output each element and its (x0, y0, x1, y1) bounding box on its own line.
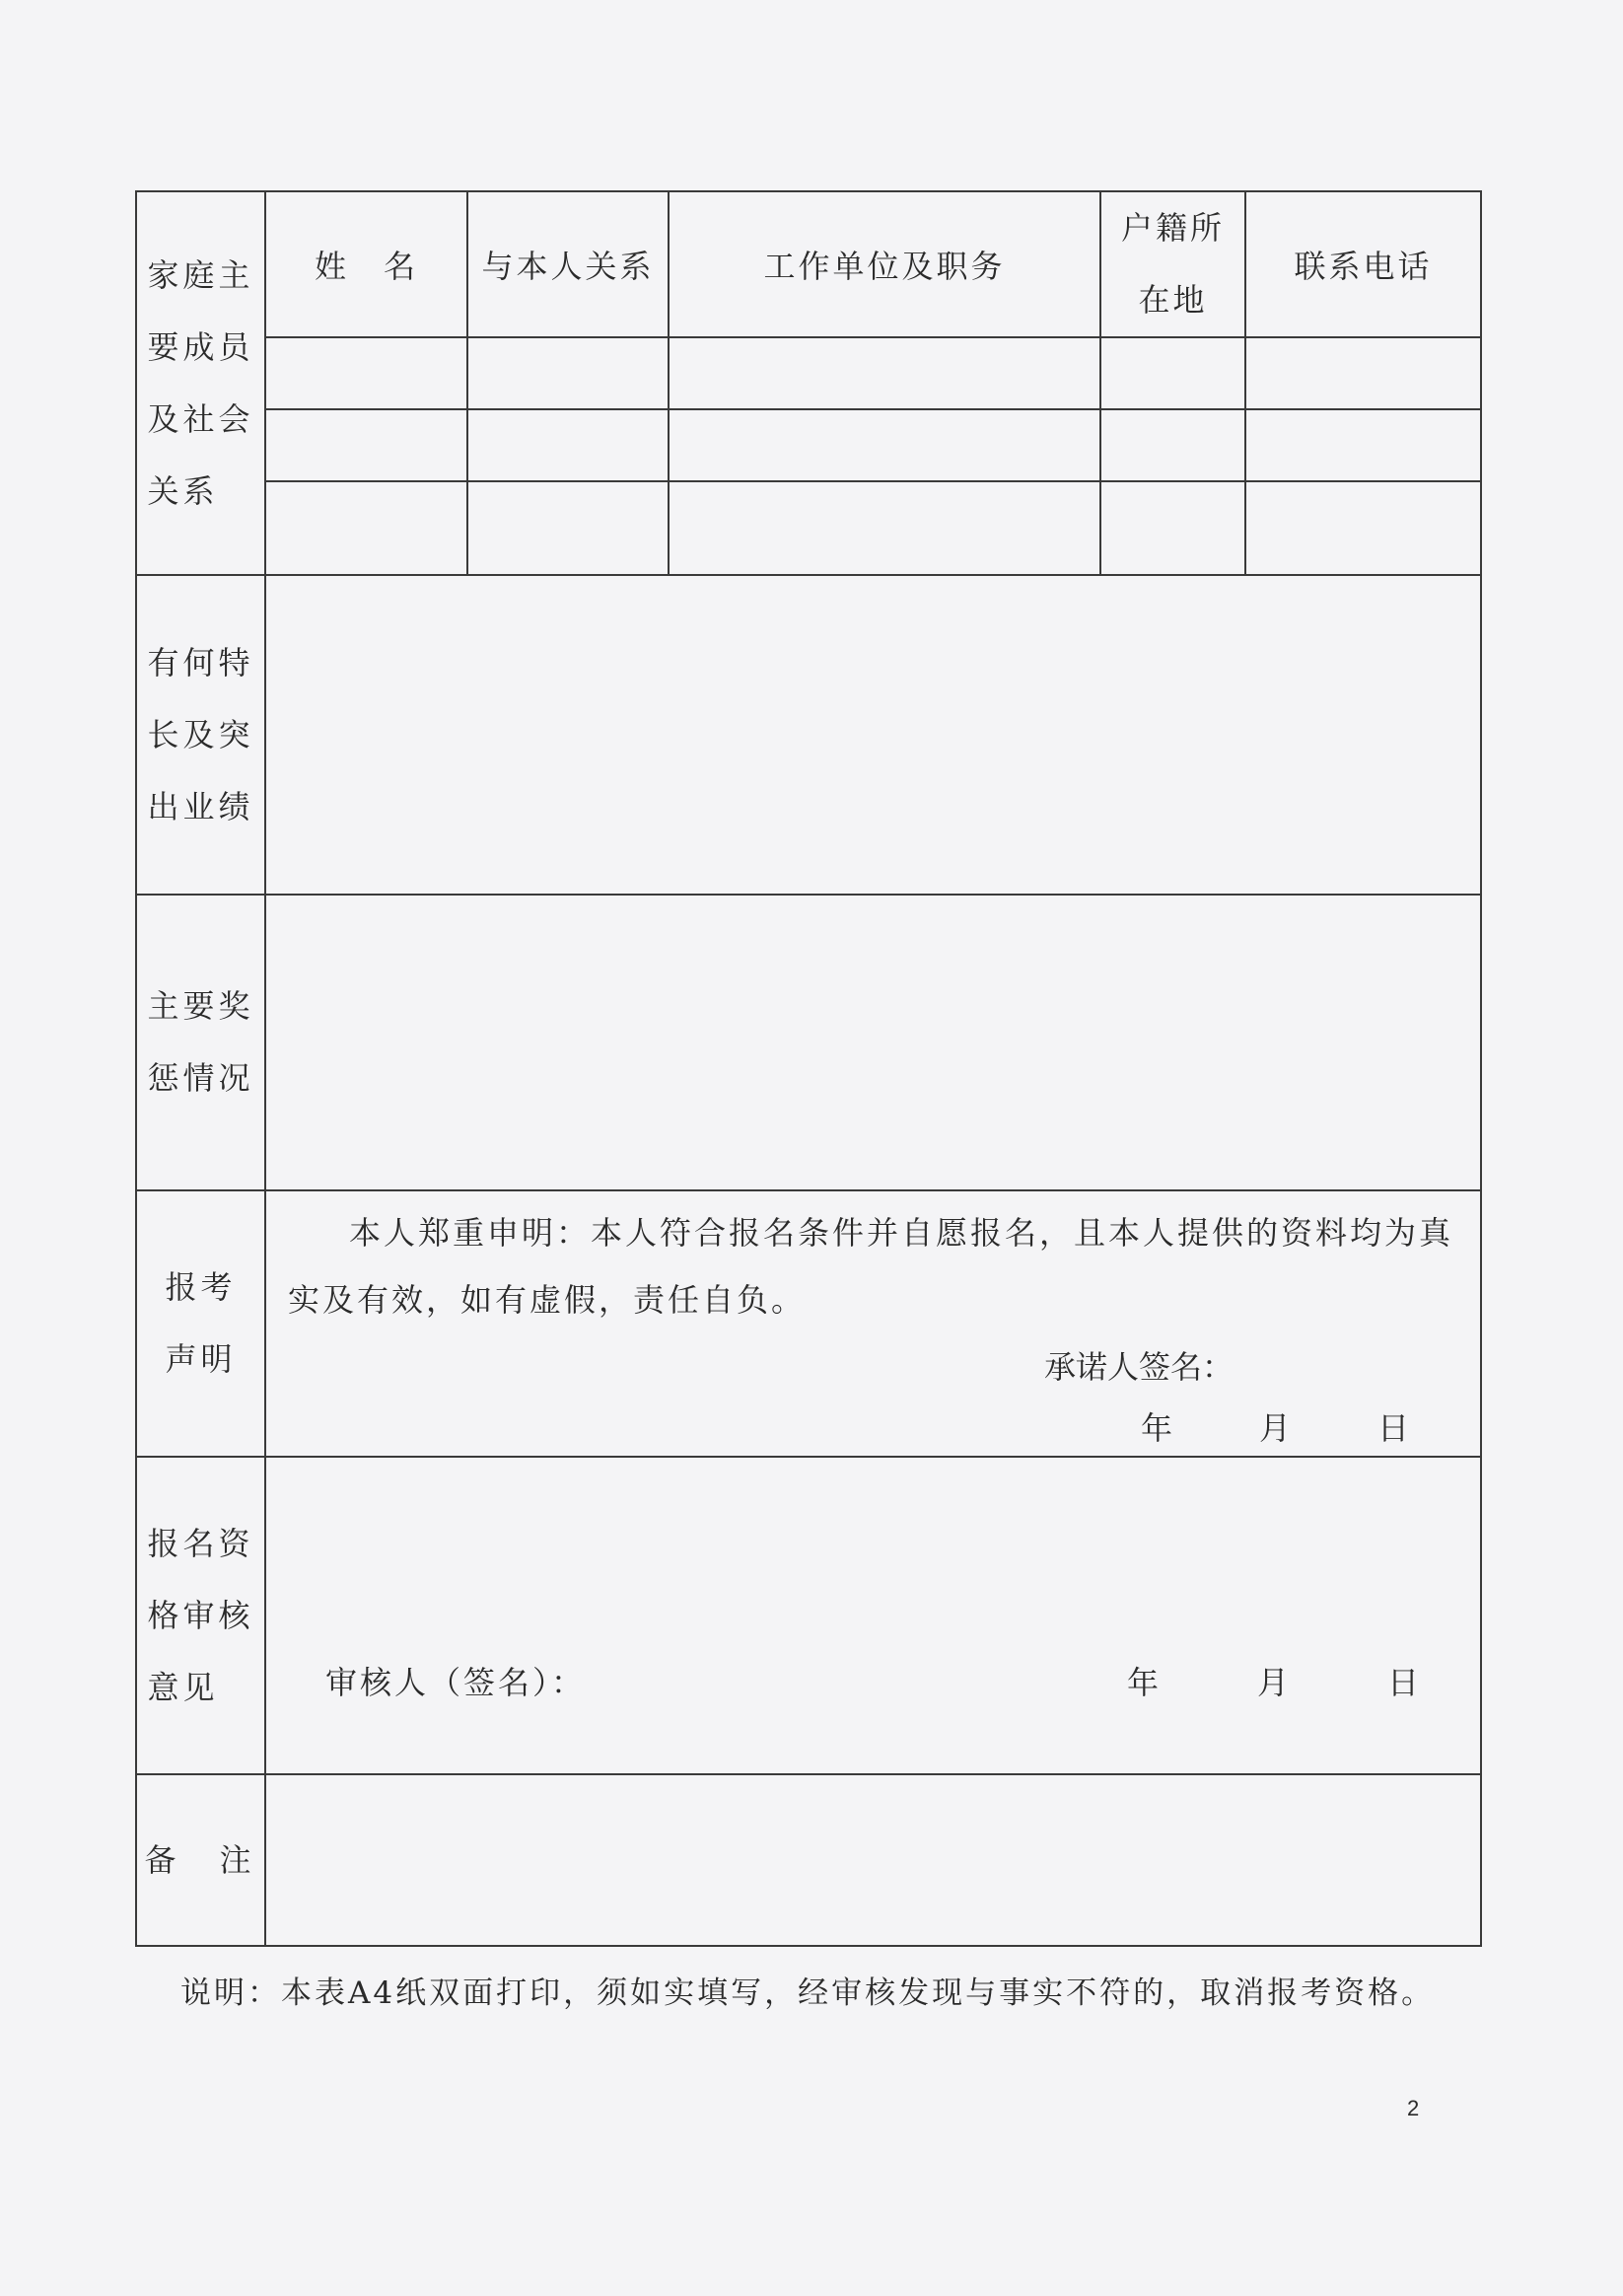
awards-row (136, 895, 1481, 1190)
month-label: 月 (1256, 1664, 1289, 1701)
header-relation: 与本人关系 (467, 191, 669, 337)
year-label: 年 (1140, 1409, 1172, 1447)
label-line: 要成员 (147, 327, 254, 366)
label-line: 家庭主 (147, 255, 254, 294)
awards-label (136, 895, 265, 1190)
label-line: 声明 (165, 1340, 237, 1378)
family-work-cell[interactable] (669, 481, 1100, 575)
family-relation-cell[interactable] (467, 481, 669, 575)
family-work-cell[interactable] (669, 337, 1100, 409)
label-line: 有何特 (147, 643, 254, 682)
header-hukou (1100, 191, 1245, 337)
family-phone-cell[interactable] (1245, 337, 1481, 409)
family-phone-cell[interactable] (1245, 481, 1481, 575)
label-line: 报名资 (147, 1524, 254, 1562)
review-content[interactable] (265, 1457, 1481, 1774)
year-label: 年 (1126, 1664, 1159, 1701)
specialty-label (136, 575, 265, 895)
day-label: 日 (1386, 1664, 1419, 1701)
declaration-date (266, 1400, 1480, 1456)
family-section-label (136, 191, 265, 575)
review-date (1127, 1658, 1419, 1703)
family-hukou-cell[interactable] (1100, 409, 1245, 481)
label-line: 及社会 (147, 399, 254, 438)
remarks-row (136, 1774, 1481, 1946)
family-row (136, 409, 1481, 481)
label-line: 长及突 (147, 715, 254, 753)
specialty-field[interactable] (265, 575, 1481, 895)
remarks-field[interactable] (265, 1774, 1481, 1946)
review-row (136, 1457, 1481, 1774)
label-line: 报考 (165, 1268, 237, 1306)
family-phone-cell[interactable] (1245, 409, 1481, 481)
family-row (136, 337, 1481, 409)
day-label: 日 (1376, 1409, 1409, 1447)
label-line: 意见 (147, 1668, 219, 1706)
header-name: 姓 名 (265, 191, 467, 337)
label-line: 惩情况 (147, 1059, 254, 1097)
family-relation-cell[interactable] (467, 409, 669, 481)
awards-field[interactable] (265, 895, 1481, 1190)
label-line: 主要奖 (147, 987, 254, 1025)
label-line: 关系 (147, 471, 219, 510)
family-relation-cell[interactable] (467, 337, 669, 409)
month-label: 月 (1258, 1409, 1291, 1447)
family-name-cell[interactable] (265, 481, 467, 575)
specialty-row (136, 575, 1481, 895)
header-work: 工作单位及职务 (669, 191, 1100, 337)
family-row (136, 481, 1481, 575)
family-hukou-cell[interactable] (1100, 337, 1245, 409)
declaration-content (265, 1190, 1481, 1457)
label-line: 格审核 (147, 1596, 254, 1634)
family-work-cell[interactable] (669, 409, 1100, 481)
declaration-row (136, 1190, 1481, 1457)
reviewer-signature-label: 审核人（签名）： (325, 1664, 587, 1701)
header-phone: 联系电话 (1245, 191, 1481, 337)
declaration-label (136, 1190, 265, 1457)
family-hukou-cell[interactable] (1100, 481, 1245, 575)
page-number: 2 (1407, 2096, 1420, 2120)
header-hukou-line2: 在地 (1138, 281, 1208, 319)
family-name-cell[interactable] (265, 337, 467, 409)
declaration-text: 本人郑重申明：本人符合报名条件并自愿报名，且本人提供的资料均为真实及有效，如有虚假，责任自负。 (288, 1214, 1454, 1319)
family-header-row (136, 191, 1481, 337)
review-label (136, 1457, 265, 1774)
family-name-cell[interactable] (265, 409, 467, 481)
label-line: 出业绩 (147, 787, 254, 825)
form-note: 说明：本表A4纸双面打印，须如实填写，经审核发现与事实不符的，取消报考资格。 (180, 1975, 1436, 2011)
signature-label: 承诺人签名： (1043, 1348, 1234, 1386)
remarks-label: 备 注 (136, 1774, 265, 1946)
header-hukou-line1: 户籍所 (1120, 209, 1225, 247)
registration-form-table (135, 190, 1482, 1947)
